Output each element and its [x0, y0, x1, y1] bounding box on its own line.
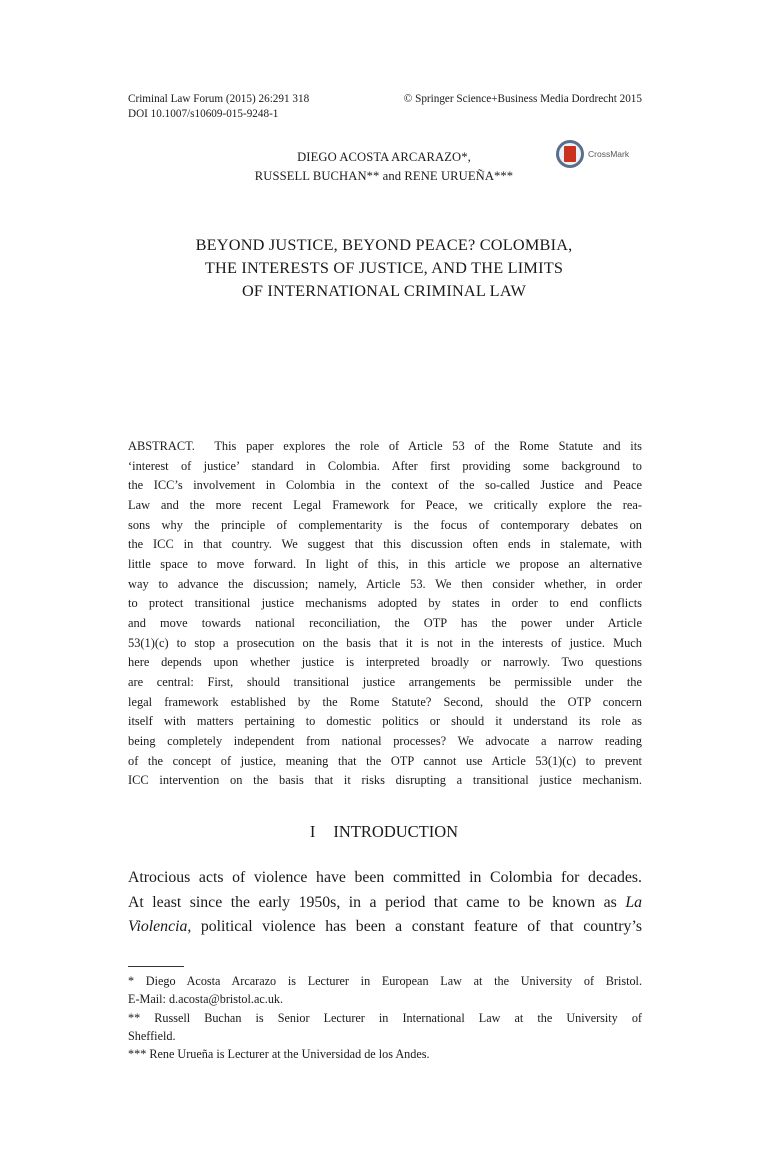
abstract-line: here depends upon whether justice is interpreted broadly or narrowly. Two questions [128, 655, 642, 670]
abstract-line: little space to move forward. In light of this, in this article we propose an alternative [128, 556, 642, 571]
body-line: Atrocious acts of violence have been committed in Colombia for decades. [128, 869, 642, 886]
crossmark-label: CrossMark [588, 149, 630, 159]
running-header [128, 92, 642, 122]
abstract-line: of the concept of justice, meaning that the OTP cannot use Article 53(1)(c) to prevent [128, 753, 642, 768]
abstract-line: way to advance the discussion; namely, Article 53. We then consider whether, in order [128, 576, 642, 591]
body-text: , political violence has been a constant feature of that country’s [187, 918, 642, 935]
abstract-line: itself with matters pertaining to domestic politics or should it understand its role as [128, 714, 642, 729]
footnote-line: Sheffield. [128, 1028, 176, 1043]
article-title [0, 233, 768, 302]
abstract-text: This paper explores the role of Article 53 of the Rome Statute and its [214, 439, 643, 453]
body-line [128, 891, 642, 916]
footnote-divider [128, 966, 184, 967]
body-line [128, 915, 642, 940]
author-line-2: RUSSELL BUCHAN** and RENE URUEÑA*** [254, 169, 514, 183]
footnote-line: *** Rene Urueña is Lecturer at the Universidad de los Andes. [128, 1047, 430, 1062]
crossmark-icon [556, 140, 584, 168]
abstract-line: are central: First, should transitional justice arrangements be permissible under the [128, 674, 642, 689]
author-list [0, 148, 768, 186]
abstract [128, 437, 642, 791]
abstract-line: sons why the principle of complementarity is the focus of contemporary debates on [128, 517, 642, 532]
footnote-line: * Diego Acosta Arcarazo is Lecturer in European Law at the University of Bristol. [128, 974, 642, 988]
title-line: THE INTERESTS OF JUSTICE, AND THE LIMITS [204, 258, 564, 277]
abstract-line [128, 437, 642, 457]
italic-term: La [625, 893, 643, 911]
abstract-line: ‘interest of justice’ standard in Colombia. After first providing some background to [128, 458, 642, 473]
footnote-line: ** Russell Buchan is Senior Lecturer in International Law at the University of [128, 1010, 642, 1025]
abstract-line: and move towards national reconciliation, the OTP has the power under Article [128, 615, 642, 630]
abstract-line: ICC intervention on the basis that it risks disrupting a transitional justice mechanism. [128, 773, 642, 788]
body-text: At least since the early 1950s, in a period that came to be known as [128, 893, 617, 911]
section-heading-introduction [0, 822, 768, 842]
footnote-email[interactable]: E-Mail: d.acosta@bristol.ac.uk. [128, 992, 284, 1007]
section-title: INTRODUCTION [333, 822, 459, 841]
abstract-label: ABSTRACT. [128, 439, 195, 453]
abstract-line: legal framework established by the Rome Statute? Second, should the OTP concern [128, 694, 642, 709]
body-paragraph [128, 866, 642, 940]
title-line: OF INTERNATIONAL CRIMINAL LAW [241, 281, 527, 300]
abstract-line: the ICC in that country. We suggest that this discussion often ends in stalemate, with [128, 537, 642, 552]
footnotes [128, 972, 642, 1063]
abstract-line: 53(1)(c) to stop a prosecution on the basis that it is not in the interests of justice. Much [128, 635, 642, 650]
italic-term: Violencia [128, 918, 188, 935]
abstract-line: the ICC’s involvement in Colombia in the context of the so-called Justice and Peace [128, 478, 642, 493]
author-line-1: DIEGO ACOSTA ARCARAZO*, [297, 150, 471, 164]
abstract-line: to protect transitional justice mechanisms adopted by states in order to end conflicts [128, 596, 642, 611]
abstract-line: being completely independent from national processes? We advocate a narrow reading [128, 733, 642, 748]
crossmark-button[interactable] [556, 140, 629, 168]
title-line: BEYOND JUSTICE, BEYOND PEACE? COLOMBIA, [195, 235, 573, 254]
copyright-notice: © Springer Science+Business Media Dordrecht 2015 [403, 93, 642, 105]
abstract-line: Law and the more recent Legal Framework for Peace, we critically explore the rea- [128, 497, 642, 512]
section-number: I [309, 822, 316, 841]
journal-citation: Criminal Law Forum (2015) 26:291 318 [128, 93, 310, 105]
doi[interactable]: DOI 10.1007/s10609-015-9248-1 [128, 108, 279, 120]
crossmark-flag [564, 146, 576, 162]
